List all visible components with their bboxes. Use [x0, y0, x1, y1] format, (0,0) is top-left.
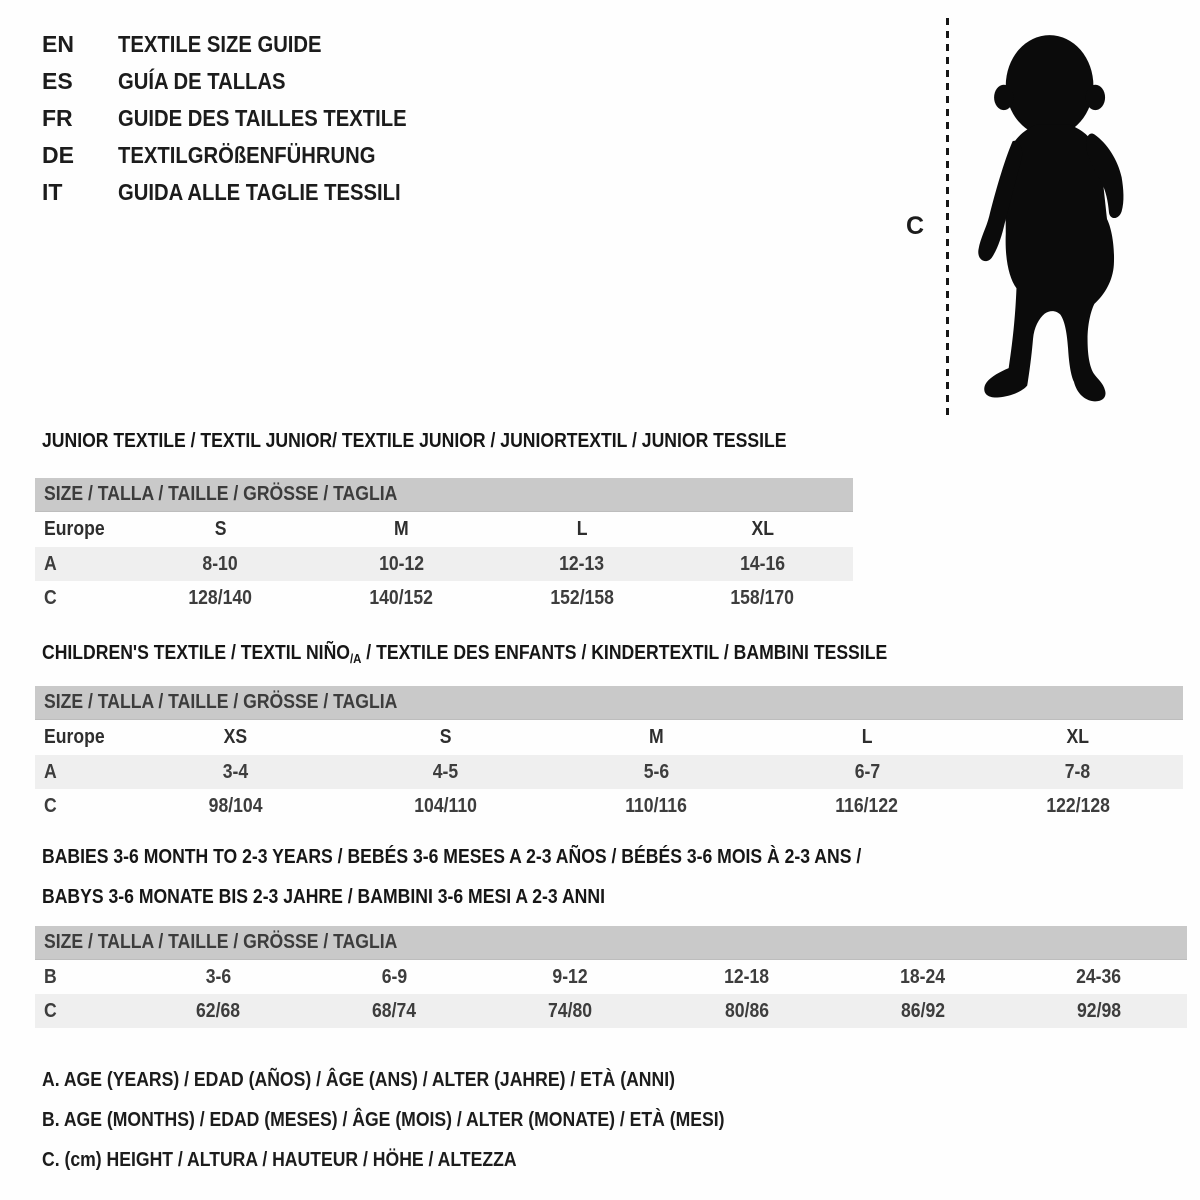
children-title-pre: CHILDREN'S TEXTILE / TEXTIL NIÑO [42, 642, 350, 664]
legend-line-age-years [42, 1060, 818, 1100]
children-row-age [35, 755, 1183, 789]
babies-section-title-line1 [42, 846, 973, 869]
legend-line-height-cm [42, 1140, 818, 1180]
babies-row-height [35, 994, 1187, 1028]
lang-code-es: ES [42, 68, 73, 94]
table-cell: 4-5 [433, 760, 459, 783]
lang-row-en [42, 26, 446, 63]
junior-col-m: M [393, 518, 409, 540]
table-cell: 68/74 [372, 999, 417, 1022]
lang-code-de: DE [42, 142, 74, 168]
lang-title-de: TEXTILGRÖßENFÜHRUNG [118, 142, 376, 168]
table-cell: 5-6 [643, 760, 670, 783]
language-title-list [42, 26, 446, 211]
children-col-xs: XS [223, 726, 248, 748]
table-cell: 9-12 [552, 965, 589, 988]
junior-row-age-label: A [44, 552, 57, 575]
children-col-region: Europe [44, 726, 105, 748]
lang-title-es: GUÍA DE TALLAS [118, 68, 286, 94]
babies-size-table [35, 926, 1187, 1028]
children-col-s: S [440, 726, 452, 748]
table-cell: 10-12 [378, 552, 424, 575]
children-row-age-label: A [44, 760, 57, 783]
junior-section-title [42, 430, 888, 453]
table-cell: 6-9 [381, 965, 407, 988]
junior-row-height-label: C [44, 586, 57, 609]
legend [42, 1060, 818, 1180]
babies-row-height-label: C [44, 999, 57, 1022]
toddler-silhouette-icon [960, 28, 1145, 420]
junior-size-table [35, 478, 853, 615]
children-title-post: / TEXTILE DES ENFANTS / KINDERTEXTIL / BAMBINI TESSILE [361, 642, 888, 664]
table-cell: 12-13 [559, 552, 605, 575]
junior-col-l: L [576, 518, 588, 540]
children-row-height [35, 789, 1183, 823]
lang-code-fr: FR [42, 105, 73, 131]
children-table-columns-row [35, 720, 1183, 755]
lang-title-it: GUIDA ALLE TAGLIE TESSILI [118, 179, 401, 205]
junior-section-title-text: JUNIOR TEXTILE / TEXTIL JUNIOR/ TEXTILE JUNIOR / JUNIORTEXTIL / JUNIOR TESSILE [42, 430, 787, 452]
table-cell: 12-18 [724, 965, 770, 988]
table-cell: 152/158 [550, 586, 614, 609]
babies-title-line2-text: BABYS 3-6 MONATE BIS 2-3 JAHRE / BAMBINI 3-6 MESI A 2-3 ANNI [42, 886, 605, 908]
babies-title-line1-text: BABIES 3-6 MONTH TO 2-3 YEARS / BEBÉS 3-6 MESES A 2-3 AÑOS / BÉBÉS 3-6 MOIS À 2-3 ANS / [42, 846, 862, 868]
table-cell: 24-36 [1076, 965, 1122, 988]
junior-col-xl: XL [751, 518, 774, 540]
table-cell: 116/122 [835, 794, 899, 817]
lang-code-en: EN [42, 31, 74, 57]
table-cell: 140/152 [369, 586, 433, 609]
table-cell: 80/86 [724, 999, 769, 1022]
table-cell: 8-10 [202, 552, 238, 575]
table-cell: 14-16 [740, 552, 786, 575]
babies-size-header-text: SIZE / TALLA / TAILLE / GRÖSSE / TAGLIA [44, 931, 398, 953]
table-cell: 3-6 [205, 965, 231, 988]
height-measure-dashed-line [946, 18, 949, 418]
table-cell: 110/116 [625, 794, 688, 817]
babies-table-size-header [35, 926, 1187, 960]
junior-col-region: Europe [44, 518, 105, 540]
babies-section-title-line2 [42, 886, 682, 909]
children-section-title-text [42, 642, 887, 666]
children-row-height-label: C [44, 794, 57, 817]
table-cell: 6-7 [854, 760, 880, 783]
children-col-xl: XL [1066, 726, 1089, 748]
lang-row-it [42, 174, 446, 211]
children-size-table [35, 686, 1183, 823]
legend-age-months-text: B. AGE (MONTHS) / EDAD (MESES) / ÂGE (MOIS) / ALTER (MONATE) / ETÀ (MESI) [42, 1108, 725, 1131]
table-cell: 62/68 [196, 999, 241, 1022]
lang-row-es [42, 63, 446, 100]
children-col-m: M [649, 726, 664, 748]
lang-title-fr: GUIDE DES TAILLES TEXTILE [118, 105, 407, 131]
legend-line-age-months [42, 1100, 818, 1140]
table-cell: 18-24 [900, 965, 946, 988]
table-cell: 3-4 [222, 760, 249, 783]
children-section-title [42, 642, 1002, 666]
legend-height-cm-text: C. (cm) HEIGHT / ALTURA / HAUTEUR / HÖHE / ALTEZZA [42, 1148, 517, 1171]
lang-row-de [42, 137, 446, 174]
table-cell: 98/104 [208, 794, 263, 817]
junior-table-columns-row [35, 512, 853, 547]
height-measure-label: C [906, 212, 925, 240]
children-size-header-text: SIZE / TALLA / TAILLE / GRÖSSE / TAGLIA [44, 691, 398, 713]
table-cell: 86/92 [900, 999, 945, 1022]
children-title-sub: /A [349, 651, 362, 666]
babies-row-months-label: B [44, 965, 57, 988]
table-cell: 7-8 [1064, 760, 1091, 783]
table-cell: 104/110 [414, 794, 478, 817]
junior-col-s: S [214, 518, 227, 540]
junior-row-age [35, 547, 853, 581]
lang-code-it: IT [42, 179, 63, 205]
lang-title-en: TEXTILE SIZE GUIDE [118, 31, 322, 57]
table-cell: 158/170 [730, 586, 795, 609]
legend-age-years-text: A. AGE (YEARS) / EDAD (AÑOS) / ÂGE (ANS) / ALTER (JAHRE) / ETÀ (ANNI) [42, 1068, 675, 1091]
junior-table-size-header [35, 478, 853, 512]
babies-row-months [35, 960, 1187, 994]
table-cell: 92/98 [1076, 999, 1121, 1022]
table-cell: 122/128 [1045, 794, 1110, 817]
junior-size-header-text: SIZE / TALLA / TAILLE / GRÖSSE / TAGLIA [44, 483, 398, 505]
junior-row-height [35, 581, 853, 615]
children-table-size-header [35, 686, 1183, 720]
table-cell: 74/80 [548, 999, 593, 1022]
table-cell: 128/140 [188, 586, 253, 609]
children-col-l: L [861, 726, 873, 748]
lang-row-fr [42, 100, 446, 137]
